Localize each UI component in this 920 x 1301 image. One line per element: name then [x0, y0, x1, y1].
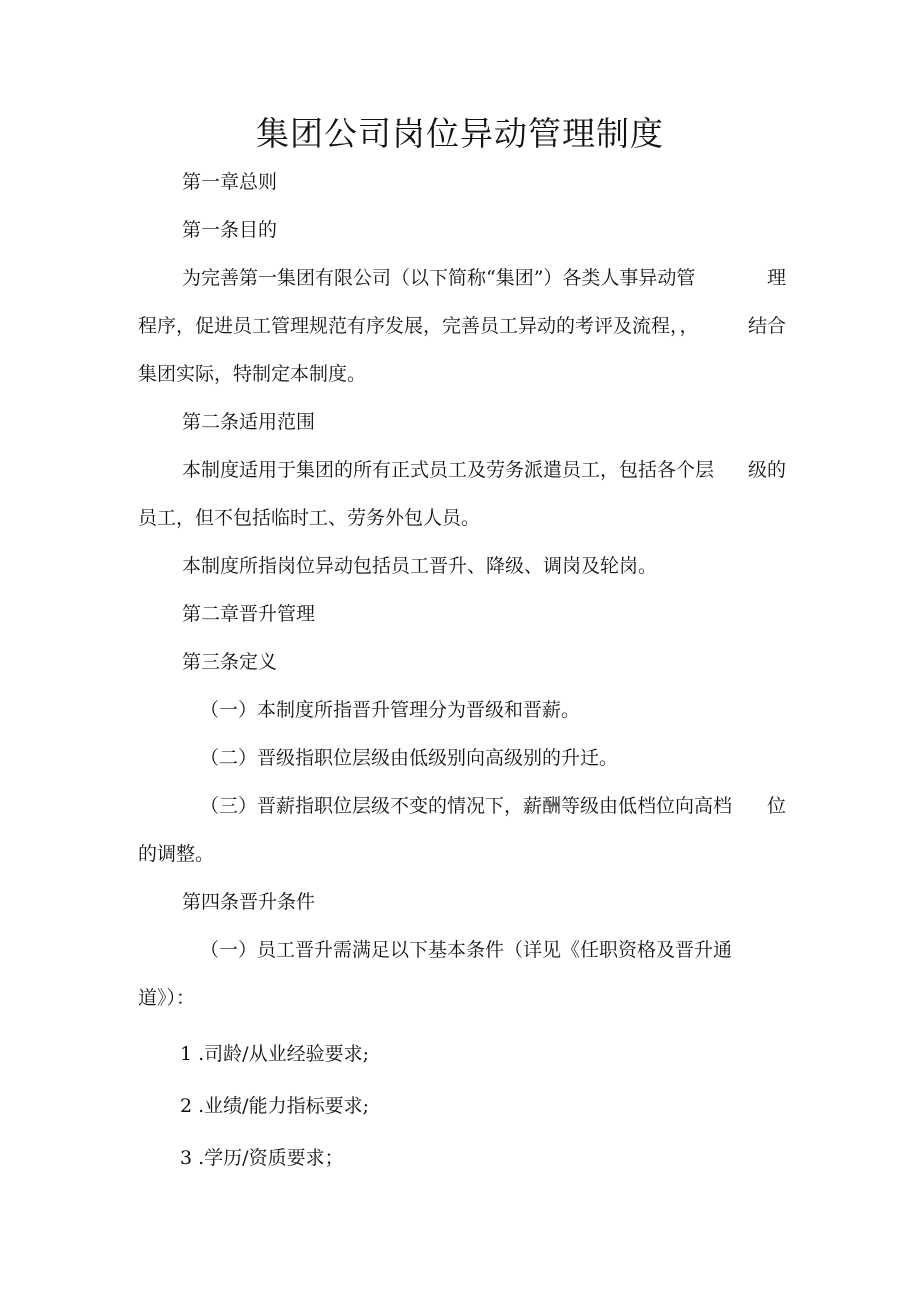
article-heading: 第一条目的 [182, 219, 278, 241]
paragraph-line [138, 782, 786, 830]
document-title: 集团公司岗位异动管理制度 [256, 114, 664, 153]
paragraph-line [138, 254, 786, 302]
definition-item: （一）本制度所指晋升管理分为晋级和晋薪。 [200, 699, 581, 721]
condition-item: （一）员工晋升需满足以下基本条件（详见《任职资格及晋升通 [200, 939, 733, 961]
definition-item: （三）晋薪指职位层级不变的情况下，薪酬等级由低档位向高档 [200, 795, 733, 817]
definition-item: （二）晋级指职位层级由低级别向高级别的升迁。 [200, 747, 619, 769]
article-heading: 第三条定义 [182, 651, 278, 673]
definition-item: 位 [766, 795, 786, 817]
paragraph-line [138, 302, 786, 350]
list-item: 2 .业绩/能力指标要求; [180, 1095, 369, 1117]
paragraph-text: 级的 [747, 459, 786, 481]
paragraph-text: 结合 [747, 315, 786, 337]
paragraph-text: 本制度所指岗位异动包括员工晋升、降级、调岗及轮岗。 [182, 555, 658, 577]
list-item: 3 .学历/资质要求； [180, 1147, 344, 1169]
chapter-heading: 第一章总则 [182, 171, 278, 193]
paragraph-text: 的调整。 [138, 843, 215, 865]
paragraph-text: 理 [766, 267, 786, 289]
paragraph-text: 为完善第一集团有限公司（以下简称“集团”）各类人事异动管 [182, 267, 696, 289]
list-item: 1 .司龄/从业经验要求; [180, 1043, 369, 1065]
paragraph-text: 本制度适用于集团的所有正式员工及劳务派遣员工，包括各个层 [182, 459, 715, 481]
paragraph-line [138, 446, 786, 494]
paragraph-text: 集团实际，特制定本制度。 [138, 363, 367, 385]
paragraph-text: 员工，但不包括临时工、劳务外包人员。 [138, 507, 481, 529]
chapter-heading: 第二章晋升管理 [182, 603, 316, 625]
paragraph-text: 道》）： [138, 987, 196, 1009]
article-heading: 第四条晋升条件 [182, 891, 316, 913]
article-heading: 第二条适用范围 [182, 411, 316, 433]
paragraph-text: 程序，促进员工管理规范有序发展，完善员工异动的考评及流程，， [138, 315, 699, 337]
